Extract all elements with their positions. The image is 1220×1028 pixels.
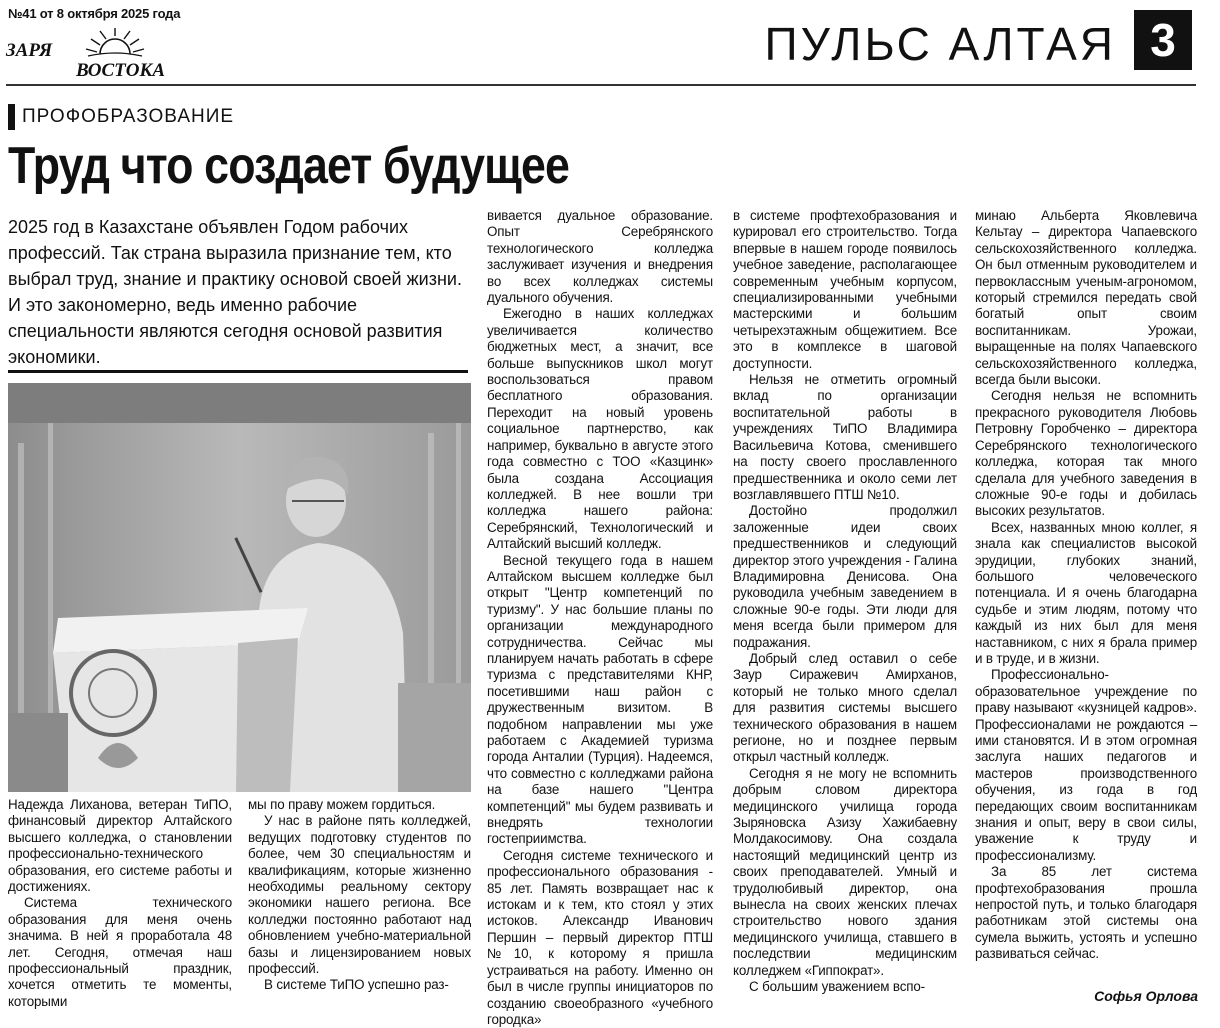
paragraph: Сегодня системе технического и профессионального образования - 85 лет. Память возвращает нас к истокам и к тем, кто стоял у этих истоков. Александр Иванович Першин – первый директор ПТШ №10, к которому я пришла устраиваться на работу. Именно он был в числе группы инициаторов по созданию своеобразного «учебного городка» [487, 847, 713, 1027]
article-column-2 [248, 797, 471, 994]
lead-divider [8, 370, 468, 373]
headline: Труд что создает будущее [8, 137, 570, 195]
paragraph: Профессионально-образовательное учреждение по праву называют «кузницей кадров». Профессионалами не рождаются – ими становятся. И в этом огромная заслуга наших педагогов и мастеров производственного обучения, из года в год передающих своим воспитанникам знания и опыт, веру в свои силы, уважение к труду и профессионализму. [975, 667, 1197, 863]
paragraph: Достойно продолжил заложенные идеи своих предшественников и следующий директор этого учреждения - Галина Владимировна Денисова. Она руководила учебным заведением в сложные 90-е годы. Эти люди для меня всегда были примером для подражания. [733, 503, 957, 650]
rubric-marker [8, 104, 15, 130]
article-column-5 [975, 208, 1197, 963]
paragraph: За 85 лет система профтехобразования прошла непростой путь, и только благодаря работникам этой системы она сумела выжить, устоять и успешно развиваться сейчас. [975, 864, 1197, 962]
paragraph: У нас в районе пять колледжей, ведущих подготовку студентов по более, чем 30 специальностям и квалификациям, которые жизненно необходимы реальному сектору экономики нашего региона. Все колледжи постоянно работают над обновлением учебно-материальной базы и лицензированием новых профессий. [248, 813, 471, 977]
sun-icon [80, 26, 150, 60]
logo-word-zarya: ЗАРЯ [6, 40, 53, 61]
article-photo [8, 383, 471, 792]
rubric: ПРОФОБРАЗОВАНИЕ [22, 106, 235, 127]
paragraph: в системе профтехобразования и курировал его строительство. Тогда впервые в нашем городе появилось учебное заведение, располагающее современным учебным корпусом, специализированными учебными мастерскими и большим четырехэтажным общежитием. Все это в комплексе в шаговой доступности. [733, 208, 957, 371]
article-column-3 [487, 208, 713, 1028]
paragraph: Сегодня нельзя не вспомнить прекрасного руководителя Любовь Петровну Горобченко – директора Серебрянского технологического колледжа, которая так много сделала для учебного заведения в сложные 90-е годы и добилась высоких результатов. [975, 388, 1197, 519]
article-column-4 [733, 208, 957, 996]
author-signature: Софья Орлова [1094, 988, 1198, 1004]
page-number: 3 [1134, 10, 1192, 70]
header-divider [6, 84, 1196, 86]
paragraph: минаю Альберта Яковлевича Кельтау – директора Чапаевского сельскохозяйственного колледжа. Он был отменным руководителем и первоклассным ученым-агрономом, который стремился передать свой богатый опыт своим воспитанникам. Урожаи, выращенные на полях Чапаевского сельскохозяйственного колледжа, всегда были высоки. [975, 208, 1197, 388]
lead-paragraph: 2025 год в Казахстане объявлен Годом рабочих профессий. Так страна выразила признание тем, кто выбрал труд, знание и практику основой своей жизни. И это закономерно, ведь именно рабочие специальности являются сегодня основой развития экономики. [8, 217, 462, 367]
article-column-1 [8, 797, 232, 1010]
paragraph: вивается дуальное образование. Опыт Серебрянского технологического колледжа заслуживает изучения и внедрения во всех колледжах системы дуального обучения. [487, 208, 713, 306]
paragraph: Ежегодно в наших колледжах увеличивается количество бюджетных мест, а значит, все больше выпускников школ могут воспользоваться правом бесплатного образования. Переходит на новый уровень социальное партнерство, как например, буквально в августе этого года совместно с ТОО «Казцинк» была создана Ассоциация колледжей. В нее вошли три колледжа нашего района: Серебрянский, Технологический и Алтайский высший колледж. [487, 306, 713, 552]
section-title: ПУЛЬС АЛТАЯ [764, 18, 1116, 70]
speaker-at-podium-photo [8, 383, 471, 792]
paragraph: В системе ТиПО успешно раз- [264, 977, 449, 993]
paragraph: Всех, названных мною коллег, я знала как специалистов высокой эрудиции, глубоких знаний, большого человеческого потенциала. И я очень благодарна судьбе и этим людям, потому что каждый из них был для меня наставником, с них я брала пример и в труде, и в жизни. [975, 519, 1197, 666]
paragraph: С большим уважением вспо- [749, 979, 925, 995]
issue-line: №41 от 8 октября 2025 года [8, 6, 181, 21]
photo-caption-paragraph: Надежда Лиханова, ветеран ТиПО, финансовый директор Алтайского высшего колледжа, о становлении профессионально-технического образования, его системе работы и достижениях. [8, 797, 232, 895]
paragraph: Весной текущего года в нашем Алтайском высшем колледже был открыт "Центр компетенций по туризму". У нас большие планы по организации международного сотрудничества. Сейчас мы планируем начать работать в сфере туризма с представителями КНР, посетившими наш район с дружественным визитом. В подобном направлении мы уже работаем с Академией туризма города Анталии (Турция). Надеемся, что совместно с колледжами района на базе нашего "Центра компетенций" мы будем развивать и внедрять технологии гостеприимства. [487, 552, 713, 847]
paragraph: Система технического образования для меня очень значима. В ней я проработала 48 лет. Сегодня, отмечая наш профессиональный праздник, хочется отметить те моменты, которыми [8, 895, 232, 1009]
paragraph: Добрый след оставил о себе Заур Сиражевич Амирханов, который не только много сделал для развития системы высшего технического образования в нашем регионе, но и позднее первым открыл частный колледж. [733, 650, 957, 765]
logo-word-vostoka: ВОСТОКА [76, 60, 166, 81]
paragraph: Сегодня я не могу не вспомнить добрым словом директора медицинского училища города Зыряновска Азизу Хажибаевну Молдакосимову. Она создала настоящий медицинский центр из своих преподавателей. Умный и трудолюбивый директор, она вынесла на своих женских плечах строительство нового здания медицинского училища, ставшего в последствии медицинским колледжем «Гиппократ». [733, 765, 957, 978]
paragraph: мы по праву можем гордиться. [248, 797, 436, 812]
newspaper-logo [6, 26, 206, 84]
paragraph: Нельзя не отметить огромный вклад по организации воспитательной работы в учреждениях ТиПО Владимира Васильевича Котова, сменившего на посту своего прославленного предшественника и около семи лет возглавлявшего ПТШ №10. [733, 372, 957, 502]
